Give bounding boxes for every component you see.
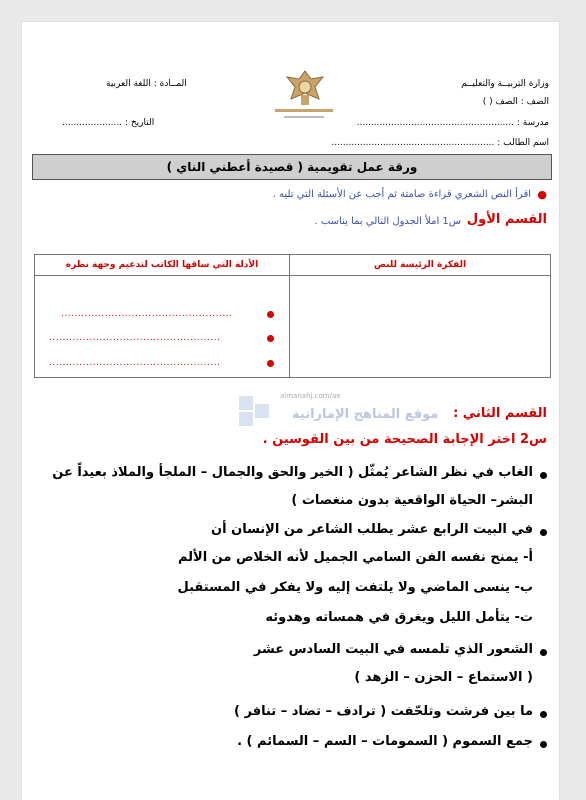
ideas-table — [34, 254, 551, 378]
table-divider — [289, 255, 290, 377]
worksheet-page — [22, 22, 559, 800]
question-bullet-icon — [540, 472, 547, 479]
evidence-bullet-icon — [267, 311, 274, 318]
question-bullet-icon — [540, 711, 547, 718]
question-bullet-icon — [540, 741, 547, 748]
q4-text[interactable]: ما بين فرشت وتلحّفت ( ترادف – تضاد – تنافر ) — [234, 704, 533, 719]
evidence-line-3[interactable]: ................................................... — [49, 358, 221, 368]
section2-question: س2 اختر الإجابة الصحيحة من بين القوسين . — [262, 432, 547, 447]
subject-label: المــادة : اللغة العربية — [106, 79, 187, 89]
table-header-main-idea: الفكرة الرئيسة للنص — [290, 255, 550, 276]
school-label: مدرسة : ....................................................... — [356, 118, 549, 128]
section2-label: القسم الثاني : — [453, 406, 547, 421]
emblem-caption-bar-small — [284, 116, 324, 118]
ministry-label: وزارة التربيــة والتعليــم — [461, 79, 549, 89]
evidence-line-1[interactable]: ................................................... — [61, 309, 233, 319]
q2-option-a[interactable]: أ- يمنح نفسه الفن السامي الجميل لأنه الخلاص من الألم — [177, 550, 533, 565]
evidence-bullet-icon — [267, 335, 274, 342]
q3-text: الشعور الذي تلمسه في البيت السادس عشر — [253, 642, 533, 657]
section1-label: القسم الأول — [466, 212, 547, 227]
q2-text: في البيت الرابع عشر يطلب الشاعر من الإنسان أن — [211, 522, 533, 537]
question-bullet-icon — [540, 529, 547, 536]
section1-question: س1 املأ الجدول التالي بما يناسب . — [314, 216, 461, 227]
q1-line2: البشر– الحياة الواقعية بدون منغصات ) — [291, 493, 533, 508]
class-label: الصف : الصف ( ) — [482, 97, 549, 107]
worksheet-title: ورقة عمل تقويمية ( قصيدة أعطني الناي ) — [32, 154, 552, 180]
instruction-text: اقرأ النص الشعري قراءة صامتة ثم أجب عن الأسئلة التي تليه . — [272, 189, 531, 200]
student-name-label: اسم الطالب : ......................................................... — [331, 138, 549, 148]
q3-options[interactable]: ( الاستماع – الحزن – الزهد ) — [354, 670, 533, 685]
q5-text[interactable]: جمع السموم ( السمومات – السم – السمائم ) . — [237, 734, 533, 749]
watermark-url: almanahj.com/ae — [280, 392, 341, 400]
table-header-evidence: الأدلة التي ساقها الكاتب لتدعيم وجهة نظره — [35, 255, 289, 276]
evidence-line-2[interactable]: ................................................... — [49, 333, 221, 343]
emblem-caption-bar — [275, 109, 333, 112]
question-bullet-icon — [540, 649, 547, 656]
date-label: التاريخ : ..................... — [62, 118, 155, 128]
q2-option-b[interactable]: ب- ينسى الماضي ولا يلتفت إليه ولا يفكر في المستقبل — [177, 580, 533, 595]
instruction-bullet-icon: ● — [537, 188, 547, 201]
q2-option-c[interactable]: ت- يتأمل الليل ويغرق في همساته وهدوئه — [265, 610, 533, 625]
q1-line1: الغاب في نظر الشاعر يُمثّل ( الخير والحق والجمال – الملجأ والملاذ بعيداً عن — [52, 465, 533, 480]
watermark-text: موقع المناهج الإماراتية — [292, 407, 439, 422]
evidence-bullet-icon — [267, 360, 274, 367]
